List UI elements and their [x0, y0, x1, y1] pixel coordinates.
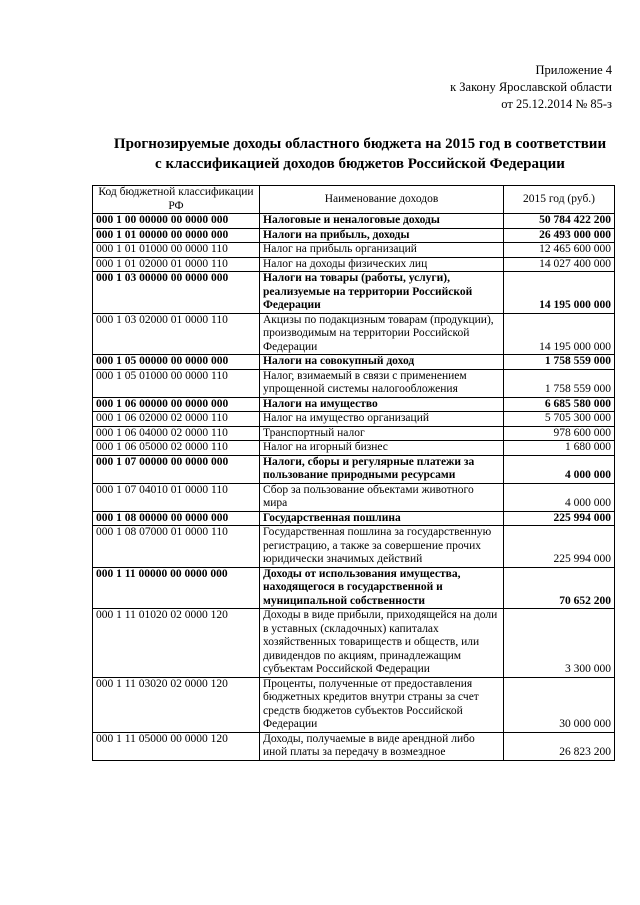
row-name: Налог на прибыль организаций — [260, 243, 504, 258]
appendix-line-2: к Закону Ярославской области — [450, 80, 612, 94]
row-amount: 14 027 400 000 — [504, 257, 615, 272]
table-row — [93, 243, 615, 258]
table-row — [93, 511, 615, 526]
table-row — [93, 732, 615, 760]
row-amount: 4 000 000 — [504, 483, 615, 511]
table-row — [93, 369, 615, 397]
table-row — [93, 412, 615, 427]
row-name: Государственная пошлина за государственную регистрацию, а также за совершение прочих юридически значимых действий — [260, 526, 504, 568]
row-code: 000 1 06 05000 02 0000 110 — [93, 441, 260, 456]
row-name: Налог, взимаемый в связи с применением упрощенной системы налогообложения — [260, 369, 504, 397]
table-row — [93, 526, 615, 568]
row-name: Доходы, получаемые в виде арендной либо иной платы за передачу в возмездное — [260, 732, 504, 760]
row-amount: 12 465 600 000 — [504, 243, 615, 258]
row-name: Проценты, полученные от предоставления бюджетных кредитов внутри страны за счет средств бюджетов субъектов Российской Федерации — [260, 677, 504, 732]
row-code: 000 1 11 03020 02 0000 120 — [93, 677, 260, 732]
table-body — [93, 214, 615, 761]
row-code: 000 1 06 00000 00 0000 000 — [93, 397, 260, 412]
row-code: 000 1 08 00000 00 0000 000 — [93, 511, 260, 526]
title-line-1: Прогнозируемые доходы областного бюджета на 2015 год в соответствии — [113, 136, 607, 152]
table-header-row — [93, 186, 615, 214]
row-code: 000 1 01 01000 00 0000 110 — [93, 243, 260, 258]
row-amount: 1 758 559 000 — [504, 369, 615, 397]
row-name: Налог на доходы физических лиц — [260, 257, 504, 272]
appendix-line-1: Приложение 4 — [535, 63, 612, 77]
document-title — [90, 134, 630, 174]
revenue-table — [92, 185, 615, 761]
row-amount: 1 680 000 — [504, 441, 615, 456]
row-name: Акцизы по подакцизным товарам (продукции), производимым на территории Российской Федерации — [260, 313, 504, 355]
row-name: Транспортный налог — [260, 426, 504, 441]
row-amount: 225 994 000 — [504, 511, 615, 526]
row-name: Налоги на имущество — [260, 397, 504, 412]
row-code: 000 1 06 02000 02 0000 110 — [93, 412, 260, 427]
row-amount: 4 000 000 — [504, 455, 615, 483]
row-amount: 5 705 300 000 — [504, 412, 615, 427]
header-code: Код бюджетной классификации РФ — [93, 186, 260, 214]
row-name: Налоги, сборы и регулярные платежи за пользование природными ресурсами — [260, 455, 504, 483]
row-name: Доходы в виде прибыли, приходящейся на доли в уставных (складочных) капиталах хозяйственных товариществ и обществ, или дивидендов по акциям, принадлежащим субъектам Российской Федерации — [260, 609, 504, 678]
row-code: 000 1 06 04000 02 0000 110 — [93, 426, 260, 441]
table-row — [93, 272, 615, 314]
row-code: 000 1 11 00000 00 0000 000 — [93, 567, 260, 609]
table-row — [93, 397, 615, 412]
row-code: 000 1 11 05000 00 0000 120 — [93, 732, 260, 760]
row-code: 000 1 05 00000 00 0000 000 — [93, 355, 260, 370]
table-row — [93, 355, 615, 370]
row-amount: 14 195 000 000 — [504, 272, 615, 314]
row-name: Налоговые и неналоговые доходы — [260, 214, 504, 229]
row-code: 000 1 11 01020 02 0000 120 — [93, 609, 260, 678]
table-row — [93, 483, 615, 511]
table-row — [93, 214, 615, 229]
table-row — [93, 313, 615, 355]
row-amount: 26 823 200 — [504, 732, 615, 760]
row-code: 000 1 01 00000 00 0000 000 — [93, 228, 260, 243]
table-row — [93, 441, 615, 456]
row-name: Налог на имущество организаций — [260, 412, 504, 427]
row-name: Налоги на прибыль, доходы — [260, 228, 504, 243]
appendix-line-3: от 25.12.2014 № 85-з — [501, 97, 612, 111]
row-name: Налоги на совокупный доход — [260, 355, 504, 370]
table-row — [93, 228, 615, 243]
header-amount: 2015 год (руб.) — [504, 186, 615, 214]
row-code: 000 1 03 02000 01 0000 110 — [93, 313, 260, 355]
row-name: Сбор за пользование объектами животного мира — [260, 483, 504, 511]
row-amount: 6 685 580 000 — [504, 397, 615, 412]
row-name: Налоги на товары (работы, услуги), реализуемые на территории Российской Федерации — [260, 272, 504, 314]
header-name: Наименование доходов — [260, 186, 504, 214]
appendix-note — [450, 62, 612, 113]
row-amount: 30 000 000 — [504, 677, 615, 732]
row-name: Налог на игорный бизнес — [260, 441, 504, 456]
row-amount: 978 600 000 — [504, 426, 615, 441]
row-code: 000 1 07 00000 00 0000 000 — [93, 455, 260, 483]
row-code: 000 1 08 07000 01 0000 110 — [93, 526, 260, 568]
title-line-2: с классификацией доходов бюджетов Российской Федерации — [155, 156, 565, 172]
row-amount: 26 493 000 000 — [504, 228, 615, 243]
row-code: 000 1 07 04010 01 0000 110 — [93, 483, 260, 511]
row-name: Государственная пошлина — [260, 511, 504, 526]
table-row — [93, 567, 615, 609]
row-code: 000 1 00 00000 00 0000 000 — [93, 214, 260, 229]
row-amount: 50 784 422 200 — [504, 214, 615, 229]
table-row — [93, 426, 615, 441]
table-row — [93, 257, 615, 272]
row-code: 000 1 03 00000 00 0000 000 — [93, 272, 260, 314]
row-amount: 225 994 000 — [504, 526, 615, 568]
row-code: 000 1 05 01000 00 0000 110 — [93, 369, 260, 397]
row-amount: 3 300 000 — [504, 609, 615, 678]
table-row — [93, 455, 615, 483]
row-amount: 1 758 559 000 — [504, 355, 615, 370]
row-code: 000 1 01 02000 01 0000 110 — [93, 257, 260, 272]
table-row — [93, 609, 615, 678]
row-amount: 70 652 200 — [504, 567, 615, 609]
row-name: Доходы от использования имущества, находящегося в государственной и муниципальной собственности — [260, 567, 504, 609]
table-row — [93, 677, 615, 732]
row-amount: 14 195 000 000 — [504, 313, 615, 355]
